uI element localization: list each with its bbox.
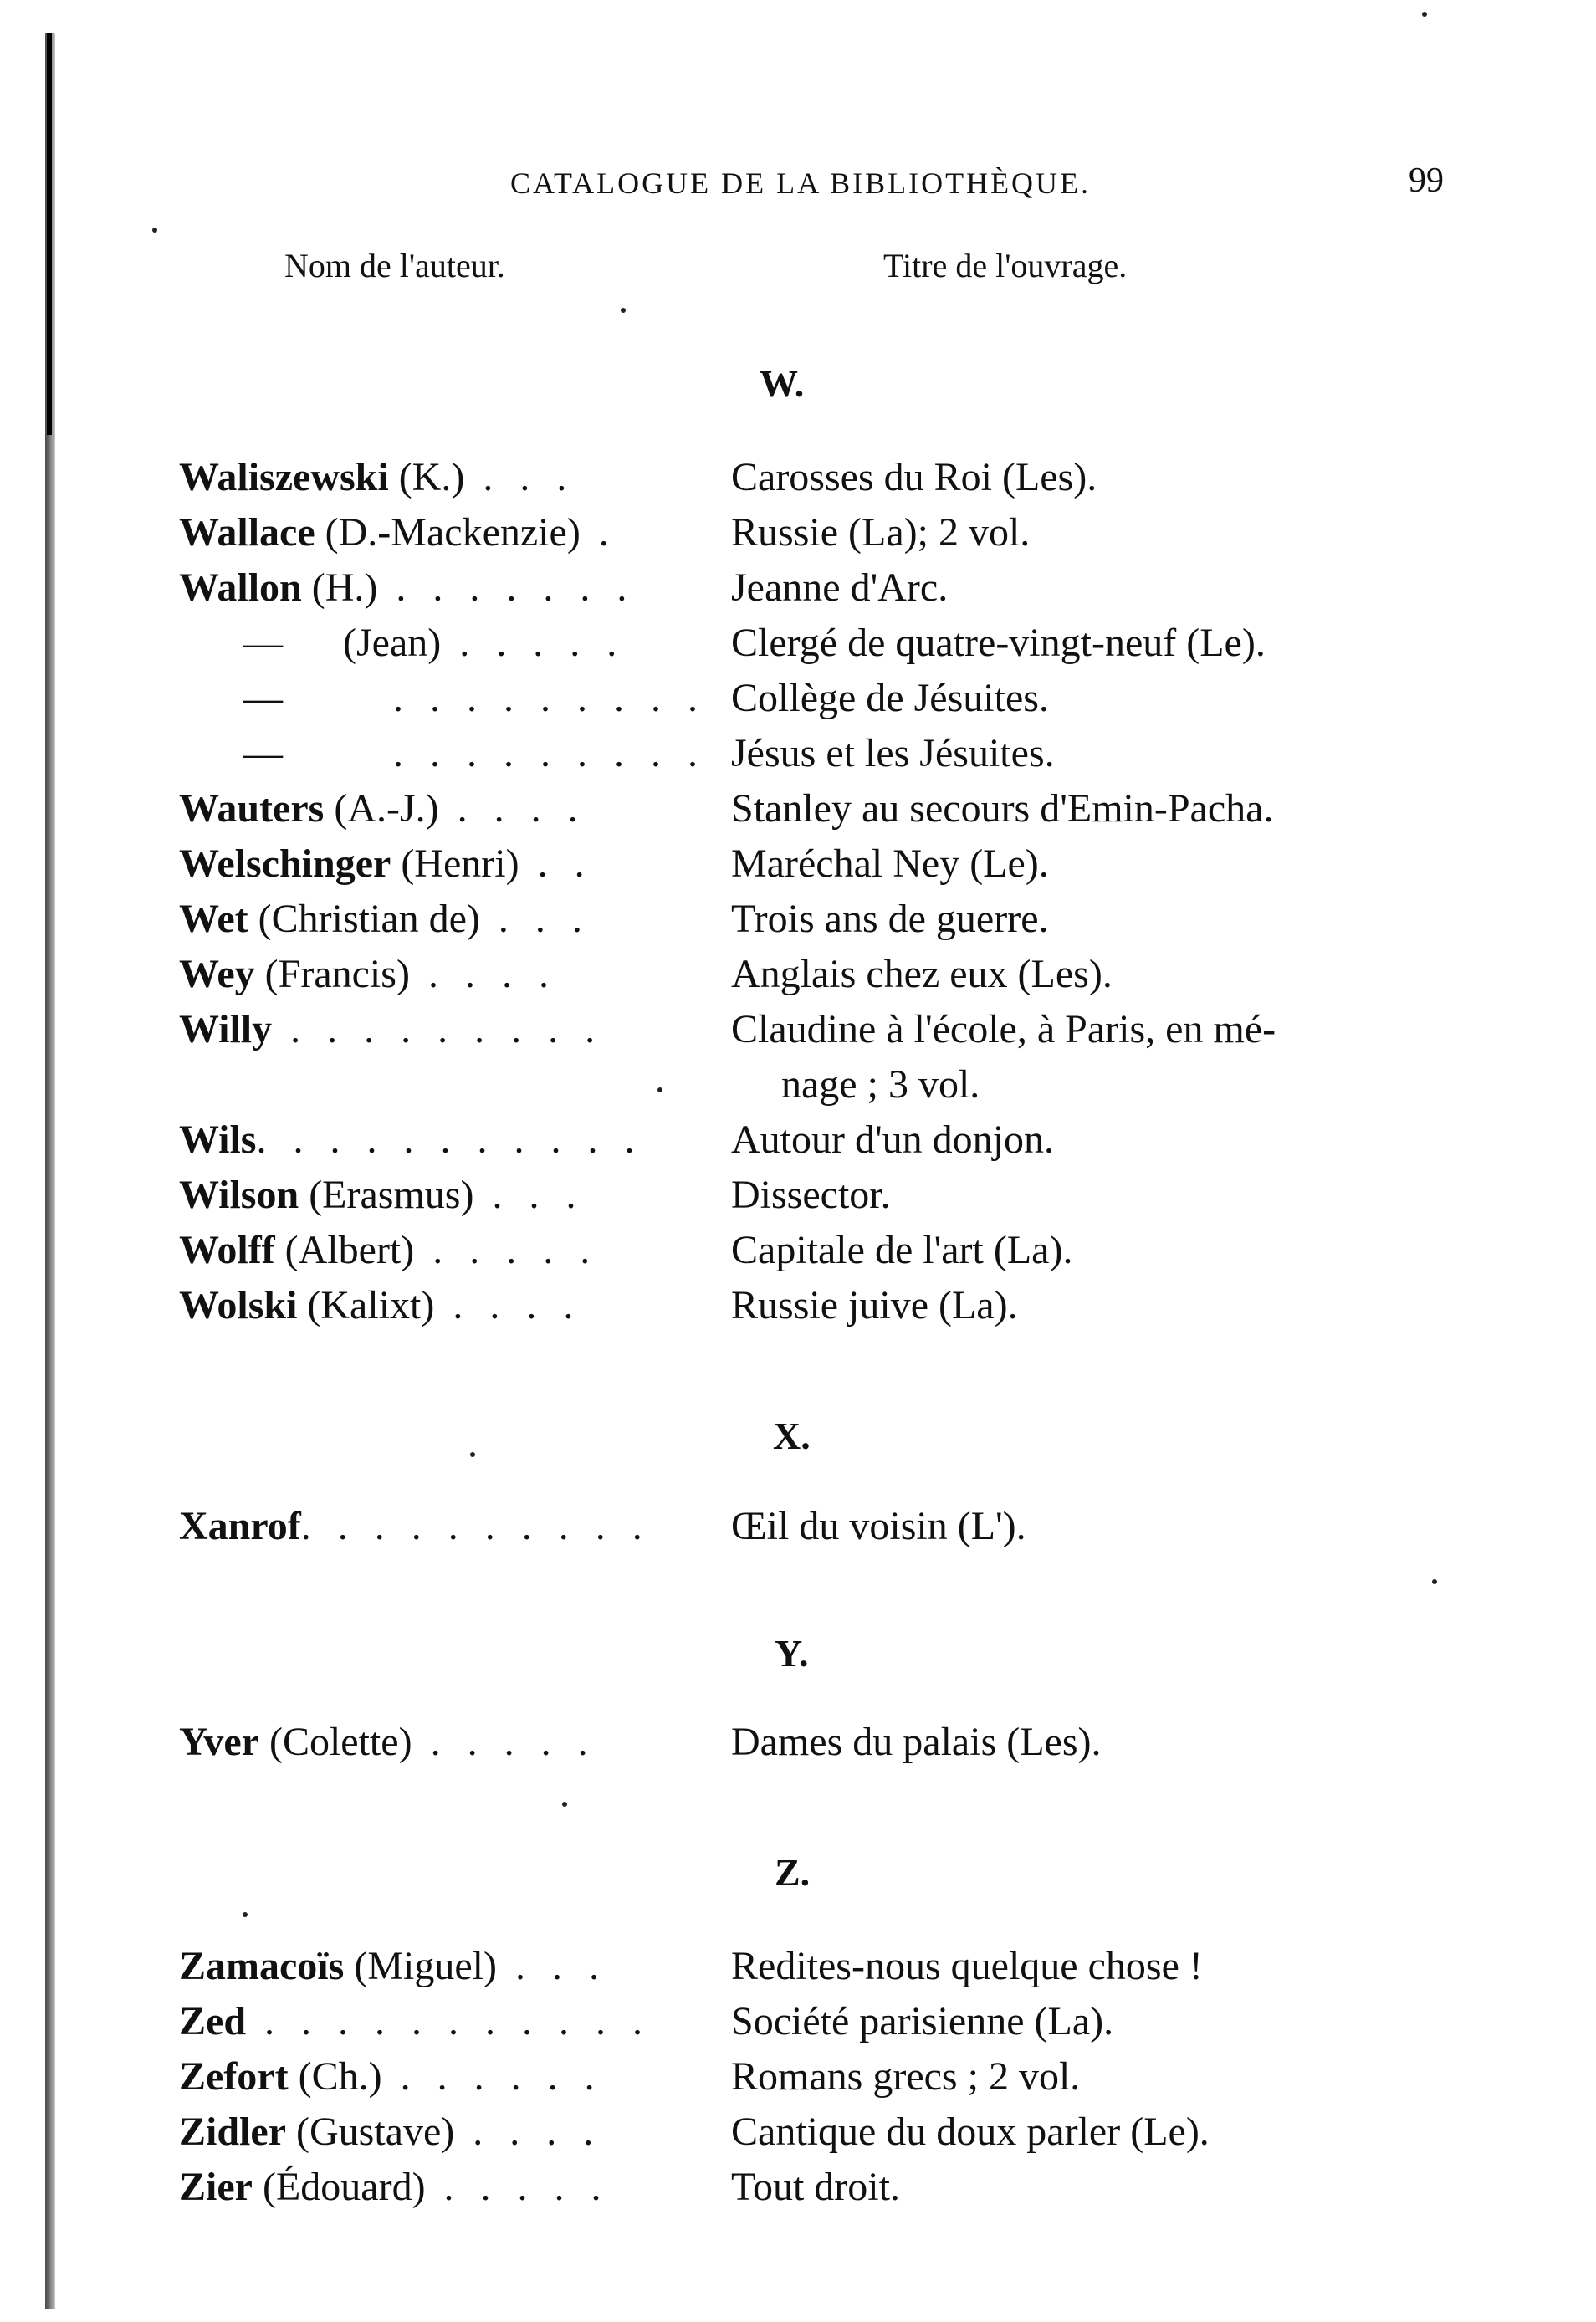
entry-leader: . . . . — [409, 952, 557, 996]
entry-author — [179, 505, 731, 560]
entry-author-rest: (H.) — [301, 565, 378, 610]
entry-title: Dissector. — [731, 1173, 891, 1217]
section-letter-x: X. — [773, 1414, 811, 1457]
entry-title: Collège de Jésuites. — [731, 676, 1049, 720]
scan-speck — [152, 228, 157, 233]
entry-author-rest: (A.-J.) — [324, 786, 439, 831]
catalogue-entry — [179, 560, 1484, 616]
catalogue-entry — [179, 1278, 1484, 1333]
entry-author — [179, 2160, 731, 2215]
entry-leader: . . . . . . . . . . . — [256, 1118, 643, 1162]
entry-leader: . . . . . . . . . . — [300, 1504, 651, 1548]
entry-author-rest: (Henri) — [391, 841, 519, 886]
entry-title: Autour d'un donjon. — [731, 1118, 1054, 1162]
entry-surname: Wolff — [179, 1228, 275, 1272]
entry-title: Claudine à l'école, à Paris, en mé- — [731, 1007, 1276, 1051]
scan-speck — [1432, 1579, 1437, 1584]
entry-leader: . . — [519, 841, 593, 886]
catalogue-entry — [179, 1168, 1484, 1223]
entry-author — [179, 2049, 731, 2105]
entry-author — [179, 1223, 731, 1278]
entry-author-rest: — — [243, 731, 283, 775]
catalogue-entry — [179, 2049, 1484, 2105]
entry-title: Trois ans de guerre. — [731, 897, 1049, 941]
entry-author-rest: (Colette) — [258, 1720, 412, 1764]
scan-speck — [470, 1452, 475, 1457]
catalogue-entry — [179, 616, 1484, 671]
entry-surname: Wolski — [179, 1283, 298, 1327]
entry-leader: . . . . . — [425, 2165, 610, 2209]
entry-surname: Welschinger — [179, 841, 391, 886]
section-letter-y: Y. — [775, 1632, 809, 1675]
entry-author — [179, 450, 731, 505]
entry-surname: Xanrof — [179, 1504, 301, 1548]
catalogue-entry — [179, 671, 1484, 726]
entry-title: Russie juive (La). — [731, 1283, 1018, 1327]
entry-surname: Waliszewski — [179, 455, 389, 499]
entry-leader: . . . . . . . . . — [272, 1007, 604, 1051]
entry-surname: Wet — [179, 897, 248, 941]
entry-author-rest: — (Jean) — [243, 621, 442, 665]
entry-author-rest: (Ch.) — [288, 2054, 382, 2099]
entry-author — [243, 616, 731, 671]
entry-author-rest: (D.-Mackenzie) — [315, 510, 581, 555]
column-header-title: Titre de l'ouvrage. — [883, 247, 1128, 284]
scan-speck — [1422, 12, 1427, 17]
entry-author — [179, 1278, 731, 1333]
entry-author-rest: — — [243, 676, 283, 720]
catalogue-entry — [179, 781, 1484, 836]
entry-author — [179, 892, 731, 947]
catalogue-entry — [179, 2105, 1484, 2160]
entry-title: Jésus et les Jésuites. — [731, 731, 1055, 775]
scan-speck — [243, 1912, 248, 1917]
entry-surname: Wallace — [179, 510, 315, 555]
entry-leader: . . . . . . . . . — [283, 731, 724, 775]
entry-author — [179, 836, 731, 892]
entry-title: Œil du voisin (L'). — [731, 1504, 1026, 1548]
entry-title: Tout droit. — [731, 2165, 900, 2209]
section-letter-z: Z. — [775, 1851, 811, 1894]
entry-surname: Zier — [179, 2165, 253, 2209]
catalogue-entry — [179, 1994, 1484, 2049]
entry-author — [179, 1499, 731, 1554]
entry-title: Russie (La); 2 vol. — [731, 510, 1031, 555]
section-letter-w: W. — [760, 362, 805, 405]
entry-surname: Zed — [179, 1999, 247, 2043]
catalogue-entry — [179, 726, 1484, 781]
entry-surname: Wilson — [179, 1173, 299, 1217]
catalogue-entry — [179, 947, 1484, 1002]
entry-author — [179, 1994, 731, 2049]
catalogue-entry — [179, 505, 1484, 560]
entry-leader: . . . . . . . . . . . — [246, 1999, 652, 2043]
entry-author — [243, 726, 731, 781]
entry-author — [179, 560, 731, 616]
entry-surname: Wey — [179, 952, 255, 996]
entry-author-rest: (Francis) — [254, 952, 410, 996]
entry-leader: . . . . . . — [381, 2054, 603, 2099]
entry-author-rest: (Erasmus) — [299, 1173, 474, 1217]
entry-author — [179, 1715, 731, 1770]
catalogue-entry — [179, 1112, 1484, 1168]
entry-leader: . . . . . — [414, 1228, 599, 1272]
entry-leader: . . . . — [434, 1283, 582, 1327]
entry-title: Société parisienne (La). — [731, 1999, 1114, 2043]
page-number: 99 — [1409, 161, 1444, 200]
entry-leader: . . . — [496, 1944, 607, 1988]
entry-author-rest: (Albert) — [274, 1228, 415, 1272]
entry-author-rest: (Gustave) — [286, 2110, 455, 2154]
binding-edge-shadow — [47, 33, 52, 435]
entry-title: Stanley au secours d'Emin-Pacha. — [731, 786, 1274, 831]
entry-surname: Zamacoïs — [179, 1944, 345, 1988]
entry-surname: Yver — [179, 1720, 259, 1764]
entry-leader: . . . . . — [441, 621, 626, 665]
catalogue-entry — [179, 836, 1484, 892]
entry-author — [179, 1168, 731, 1223]
entry-leader: . — [580, 510, 617, 555]
entry-author — [179, 1002, 731, 1057]
entry-author — [179, 781, 731, 836]
entry-author — [179, 1112, 731, 1168]
entry-title: Jeanne d'Arc. — [731, 565, 949, 610]
scan-speck — [562, 1802, 567, 1807]
entry-leader: . . . . . . . . . — [283, 676, 724, 720]
entry-surname: Wallon — [179, 565, 302, 610]
catalogue-entry — [179, 1499, 1484, 1554]
entry-surname: Willy — [179, 1007, 273, 1051]
entry-leader: . . . — [479, 897, 591, 941]
catalogue-entry — [179, 1002, 1484, 1057]
entry-leader: . . . — [464, 455, 575, 499]
column-header-author: Nom de l'auteur. — [284, 247, 505, 284]
entry-leader: . . . — [473, 1173, 585, 1217]
catalogue-entry — [179, 1939, 1484, 1994]
entry-author — [243, 671, 731, 726]
entry-leader: . . . . . . . — [377, 565, 636, 610]
entry-title: Capitale de l'art (La). — [731, 1228, 1073, 1272]
entry-title: Anglais chez eux (Les). — [731, 952, 1113, 996]
entry-author-rest: (Kalixt) — [297, 1283, 435, 1327]
entry-title: Carosses du Roi (Les). — [731, 455, 1097, 499]
running-head: CATALOGUE DE LA BIBLIOTHÈQUE. — [510, 166, 1092, 200]
entry-author-rest: (Miguel) — [344, 1944, 497, 1988]
catalogue-entry — [179, 1223, 1484, 1278]
entry-surname: Zefort — [179, 2054, 289, 2099]
entry-title: Redites-nous quelque chose ! — [731, 1944, 1203, 1988]
entry-title: Dames du palais (Les). — [731, 1720, 1102, 1764]
entry-author — [179, 2105, 731, 2160]
entry-author — [179, 1939, 731, 1994]
entry-surname: Wauters — [179, 786, 325, 831]
entry-surname: Wils — [179, 1118, 257, 1162]
catalogue-entry — [179, 2160, 1484, 2215]
entry-title: Cantique du doux parler (Le). — [731, 2110, 1210, 2154]
catalogue-entry — [179, 450, 1484, 505]
catalogue-entry — [179, 1715, 1484, 1770]
catalogue-entry — [179, 892, 1484, 947]
entry-leader: . . . . — [454, 2110, 602, 2154]
entry-author-rest: (K.) — [388, 455, 465, 499]
entry-title-continuation: nage ; 3 vol. — [781, 1062, 980, 1107]
scan-speck — [657, 1087, 662, 1092]
entry-leader: . . . . . — [412, 1720, 596, 1764]
scan-speck — [621, 308, 626, 313]
entry-title: Maréchal Ney (Le). — [731, 841, 1049, 886]
entry-title: Clergé de quatre-vingt-neuf (Le). — [731, 621, 1266, 665]
entry-author — [179, 947, 731, 1002]
entry-title: Romans grecs ; 2 vol. — [731, 2054, 1081, 2099]
entry-author-rest: (Édouard) — [252, 2165, 426, 2209]
entry-leader: . . . . — [438, 786, 586, 831]
entry-surname: Zidler — [179, 2110, 286, 2154]
entry-author-rest: (Christian de) — [248, 897, 480, 941]
